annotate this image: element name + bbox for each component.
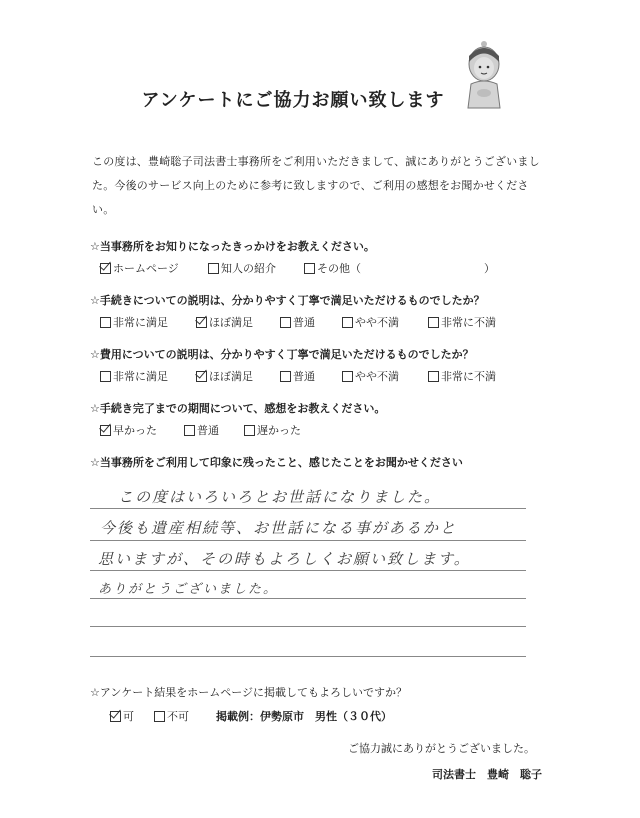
option-normal[interactable]: 普通 xyxy=(184,422,244,438)
answer-line xyxy=(90,656,526,657)
intro-text: この度は、豊崎聡子司法書士事務所をご利用いただきまして、誠にありがとうございました。今後のサービス向上のために参考に致しますので、ご利用の感想をお聞かせください。 xyxy=(92,155,540,216)
answer-line xyxy=(90,540,526,541)
checkbox[interactable] xyxy=(304,263,315,274)
answer-line xyxy=(90,626,526,627)
answer-line xyxy=(90,598,526,599)
question-1: ☆当事務所をお知りになったきっかけをお教えください。 xyxy=(90,240,375,253)
question-6: ☆アンケート結果をホームページに掲載してもよろしいですか？ xyxy=(90,686,407,699)
option-other[interactable]: その他（ xyxy=(304,260,484,276)
question-3-options xyxy=(100,368,496,384)
option-average[interactable]: 普通 xyxy=(280,368,342,384)
question-2: ☆手続きについての説明は、分かりやすく丁寧で満足いただけるものでしたか？ xyxy=(90,294,485,307)
thanks-message: ご協力誠にありがとうございました。 xyxy=(348,742,535,755)
checkbox[interactable] xyxy=(244,425,255,436)
checkbox-checked[interactable] xyxy=(100,425,111,436)
option-very-satisfied[interactable]: 非常に満足 xyxy=(100,368,196,384)
handwritten-answer-line-1: この度はいろいろとお世話になりました。 xyxy=(118,488,442,506)
option-mostly-satisfied[interactable]: ほぼ満足 xyxy=(196,314,280,330)
question-1-options xyxy=(100,260,495,276)
question-4-options xyxy=(100,422,301,438)
answer-line xyxy=(90,570,526,571)
question-2-options xyxy=(100,314,496,330)
listing-example: 掲載例：伊勢原市 男性（３０代） xyxy=(216,710,392,723)
option-somewhat-dissatisfied[interactable]: やや不満 xyxy=(342,368,428,384)
question-6-options xyxy=(110,708,392,724)
option-average[interactable]: 普通 xyxy=(280,314,342,330)
checkbox[interactable] xyxy=(342,371,353,382)
handwritten-answer-line-3: 思いますが、その時もよろしくお願い致します。 xyxy=(98,550,471,568)
checkbox-checked[interactable] xyxy=(100,263,111,274)
question-4: ☆手続き完了までの期間について、感想をお教えください。 xyxy=(90,402,386,415)
option-very-dissatisfied[interactable]: 非常に不満 xyxy=(428,314,496,330)
option-referral[interactable]: 知人の紹介 xyxy=(208,260,304,276)
checkbox[interactable] xyxy=(280,371,291,382)
checkbox[interactable] xyxy=(208,263,219,274)
page-title: アンケートにご協力お願い致します xyxy=(141,90,445,111)
option-very-satisfied[interactable]: 非常に満足 xyxy=(100,314,196,330)
handwritten-answer-line-2: 今後も遺産相続等、お世話になる事があるかと xyxy=(100,519,458,537)
checkbox[interactable] xyxy=(184,425,195,436)
option-slow[interactable]: 遅かった xyxy=(244,422,301,438)
checkbox[interactable] xyxy=(280,317,291,328)
checkbox-checked[interactable] xyxy=(196,371,207,382)
checkbox[interactable] xyxy=(154,711,165,722)
answer-line xyxy=(90,508,526,509)
option-mostly-satisfied[interactable]: ほぼ満足 xyxy=(196,368,280,384)
option-very-dissatisfied[interactable]: 非常に不満 xyxy=(428,368,496,384)
checkbox[interactable] xyxy=(342,317,353,328)
checkbox-checked[interactable] xyxy=(196,317,207,328)
checkbox-checked[interactable] xyxy=(110,711,121,722)
option-fast[interactable]: 早かった xyxy=(100,422,184,438)
option-disallow[interactable]: 不可 xyxy=(154,708,216,724)
option-somewhat-dissatisfied[interactable]: やや不満 xyxy=(342,314,428,330)
checkbox[interactable] xyxy=(100,317,111,328)
question-3: ☆費用についての説明は、分かりやすく丁寧で満足いただけるものでしたか？ xyxy=(90,348,474,361)
signature: 司法書士 豊崎 聡子 xyxy=(432,768,542,781)
checkbox[interactable] xyxy=(428,371,439,382)
option-allow[interactable]: 可 xyxy=(110,708,154,724)
question-5: ☆当事務所をご利用して印象に残ったこと、感じたことをお聞かせください xyxy=(90,456,463,469)
checkbox[interactable] xyxy=(428,317,439,328)
checkbox[interactable] xyxy=(100,371,111,382)
handwritten-answer-line-4: ありがとうございました。 xyxy=(98,582,279,597)
other-close-paren: ） xyxy=(484,262,495,275)
option-homepage[interactable]: ホームページ xyxy=(100,260,208,276)
